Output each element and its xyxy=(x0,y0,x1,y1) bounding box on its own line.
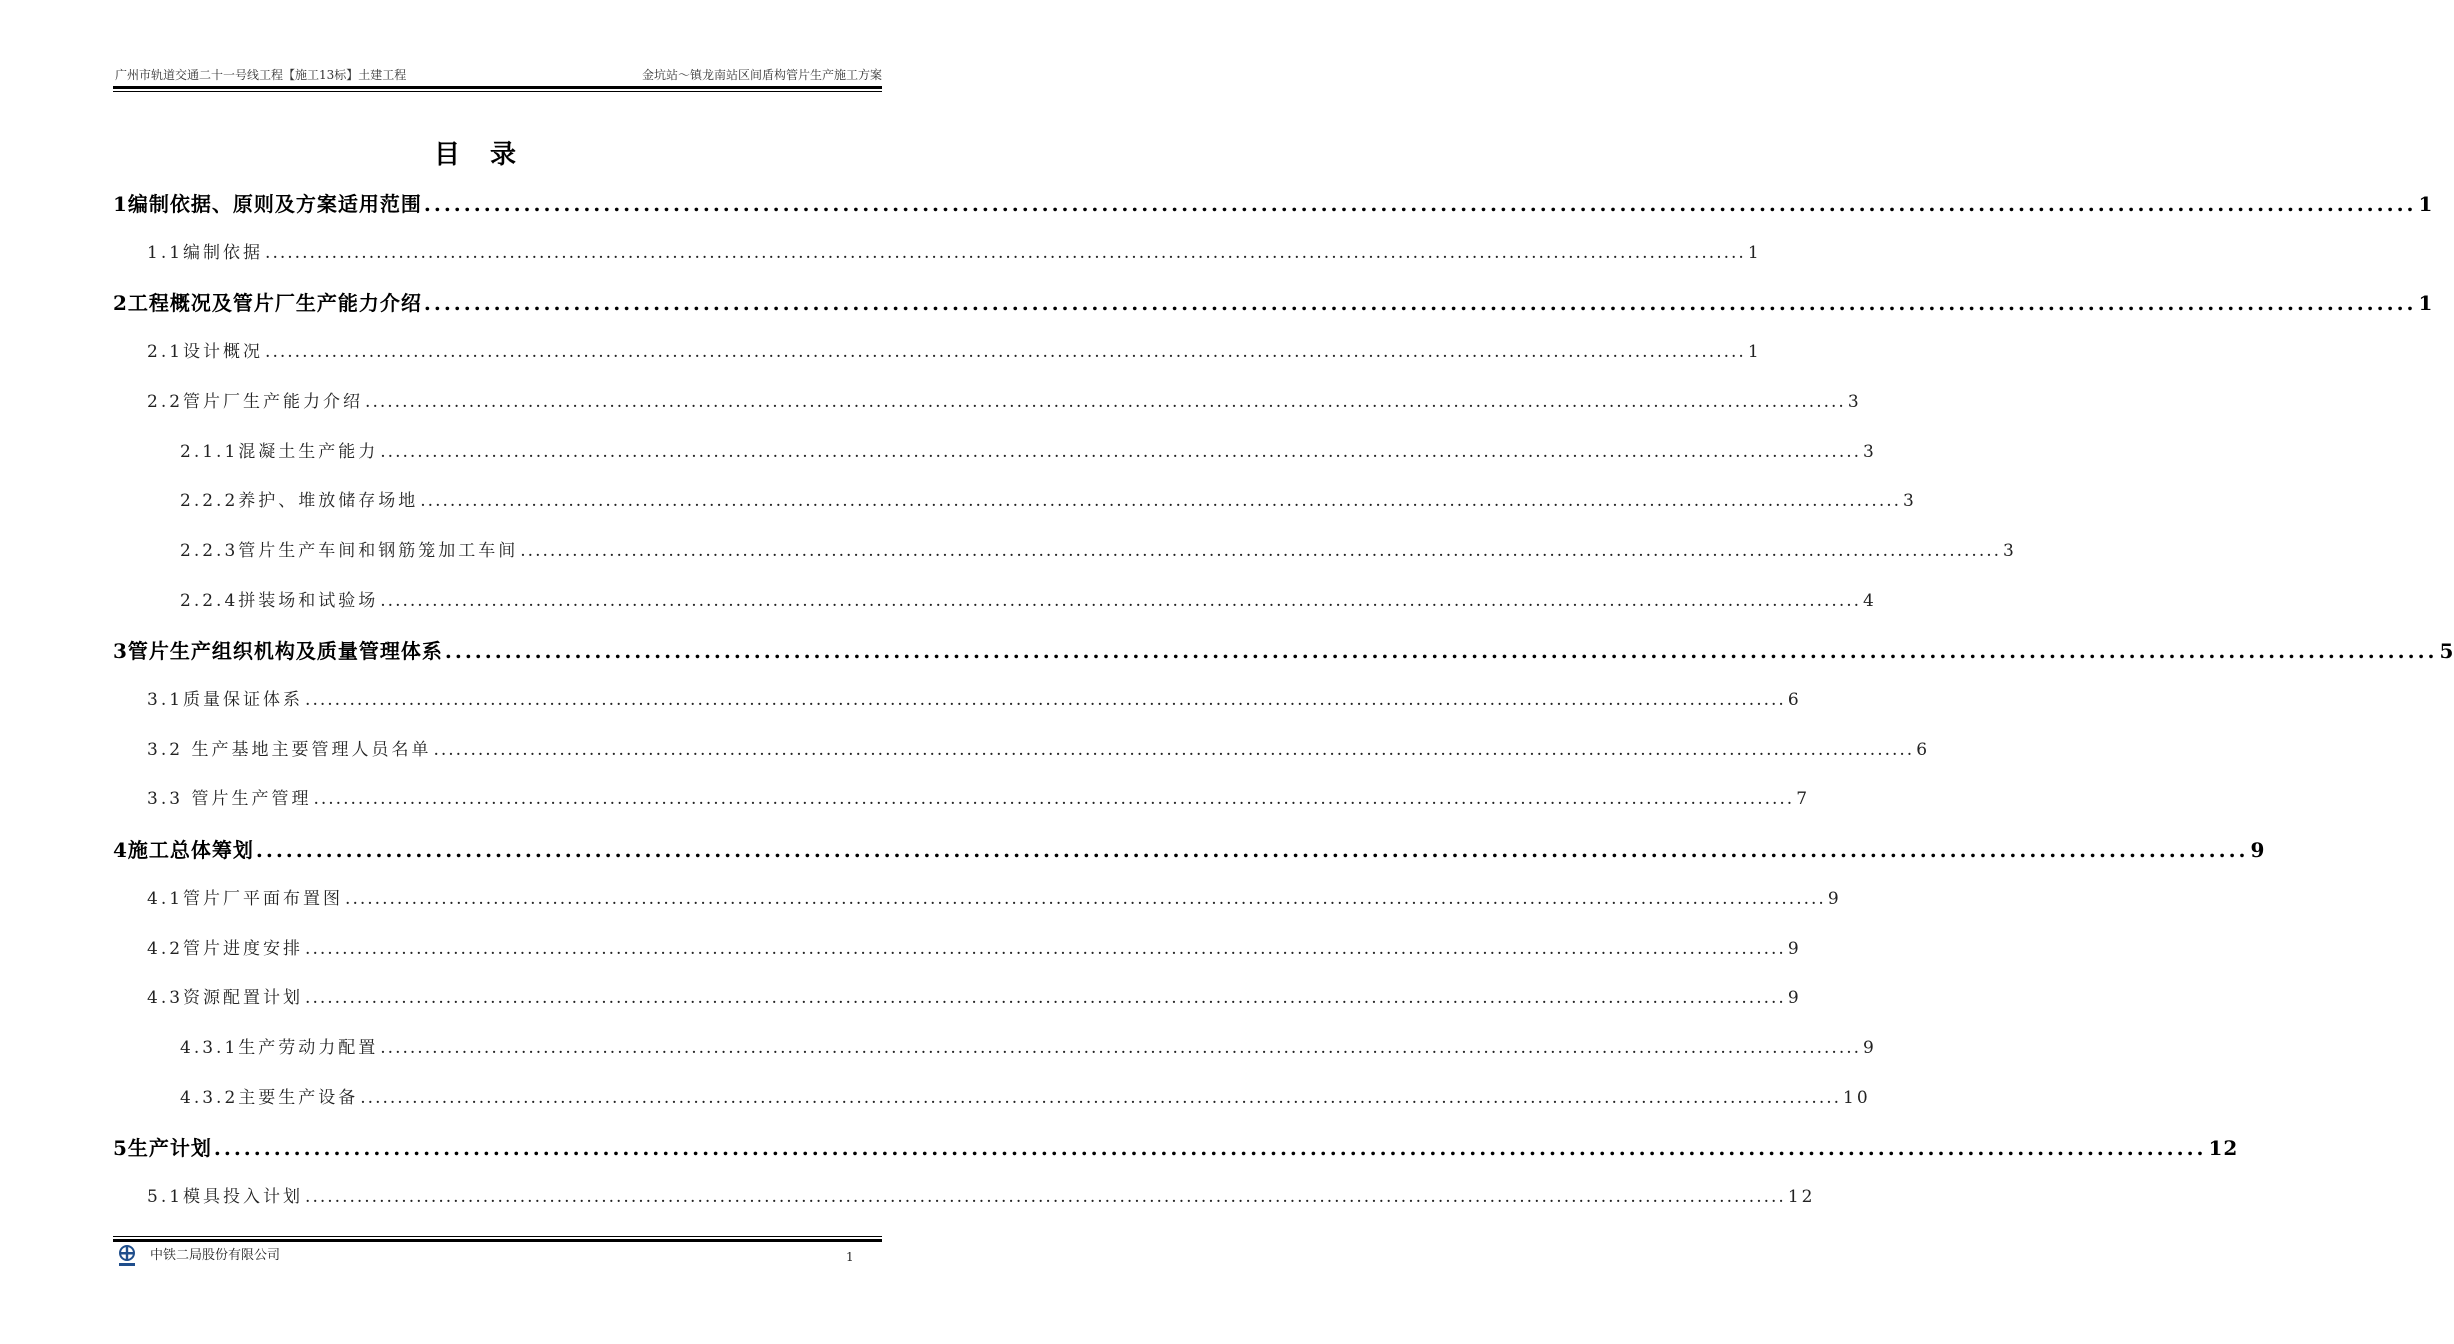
toc-entry[interactable] xyxy=(180,536,2017,561)
toc-entry-page: 1 xyxy=(1747,242,1762,263)
toc-leader-dots: ........................................................................................................................................................................................................ xyxy=(380,590,1862,611)
toc-entry[interactable] xyxy=(147,337,1762,363)
toc-entry-page: 1 xyxy=(2418,291,2434,316)
crcc-logo-icon xyxy=(116,1244,138,1270)
toc-entry-text: 2.2.3管片生产车间和钢筋笼加工车间 xyxy=(180,540,519,561)
toc-entry-text: 2.2管片厂生产能力介绍 xyxy=(147,391,364,412)
toc-entry-page: 9 xyxy=(1827,888,1842,909)
toc-leader-dots: ........................................................................................................................................................................................................ xyxy=(305,690,1786,710)
toc-leader-dots: ........................................................................................................................................................................................................ xyxy=(380,441,1862,462)
toc-entry[interactable] xyxy=(147,387,1862,412)
toc-leader-dots: ........................................................................................................................................................................................................ xyxy=(444,639,2438,664)
toc-leader-dots: ........................................................................................................................................................................................................ xyxy=(420,491,1902,512)
toc-leader-dots: ........................................................................................................................................................................................................ xyxy=(305,938,1786,959)
toc-entry-text: 2.2.2养护、堆放储存场地 xyxy=(180,491,419,512)
toc-entry[interactable] xyxy=(147,735,1931,760)
header-right-text: 金坑站～镇龙南站区间盾构管片生产施工方案 xyxy=(641,68,882,82)
toc-entry[interactable] xyxy=(180,1033,1877,1058)
toc-leader-dots: ........................................................................................................................................................................................................ xyxy=(433,739,1915,760)
toc-leader-dots: ........................................................................................................................................................................................................ xyxy=(213,1136,2207,1161)
toc-entry[interactable] xyxy=(113,834,2266,863)
toc-entry[interactable] xyxy=(113,188,2434,217)
toc-leader-dots: ........................................................................................................................................................................................................ xyxy=(305,988,1786,1009)
toc-leader-dots: ........................................................................................................................................................................................................ xyxy=(423,291,2417,316)
toc-entry-text: 4.3资源配置计划 xyxy=(147,988,304,1009)
toc-entry-page: 9 xyxy=(1863,1037,1877,1058)
toc-leader-dots: ........................................................................................................................................................................................................ xyxy=(265,242,1746,263)
toc-entry-page: 12 xyxy=(2208,1136,2239,1161)
toc-entry-text: 2.1设计概况 xyxy=(147,342,264,363)
toc-entry[interactable] xyxy=(113,287,2434,316)
toc-entry[interactable] xyxy=(147,884,1842,909)
toc-entry-text: 3.2 生产基地主要管理人员名单 xyxy=(147,739,432,760)
toc-leader-dots: ........................................................................................................................................................................................................ xyxy=(305,1187,1786,1207)
toc-entry[interactable] xyxy=(147,934,1802,959)
toc-entry[interactable] xyxy=(147,983,1802,1009)
header-divider-thin xyxy=(113,91,882,92)
toc-entry[interactable] xyxy=(113,1132,2239,1161)
toc-entry-text: 4.3.1生产劳动力配置 xyxy=(180,1037,379,1058)
toc-entry-page: 3 xyxy=(1903,491,1917,512)
toc-entry-text: 2.2.4拼装场和试验场 xyxy=(180,590,379,611)
page-header xyxy=(115,66,882,83)
toc-entry-page: 4 xyxy=(1863,590,1877,611)
toc-entry-page: 12 xyxy=(1787,1187,1816,1207)
toc-entry-text: 5生产计划 xyxy=(113,1136,212,1161)
toc-entry-page: 9 xyxy=(2250,838,2266,863)
toc-entry-text: 4.2管片进度安排 xyxy=(147,938,304,959)
toc-entry-text: 2工程概况及管片厂生产能力介绍 xyxy=(113,291,422,316)
header-left-text: 广州市轨道交通二十一号线工程【施工13标】土建工程 xyxy=(115,68,407,82)
toc-title: 目录 xyxy=(433,140,546,170)
toc-entry[interactable] xyxy=(147,685,1802,710)
toc-entry-page: 3 xyxy=(1847,391,1862,412)
toc-entry-text: 1.1编制依据 xyxy=(147,242,264,263)
footer-divider-thin xyxy=(113,1236,882,1237)
toc-leader-dots: ........................................................................................................................................................................................................ xyxy=(423,192,2417,216)
toc-entry-text: 3.3 管片生产管理 xyxy=(147,789,312,810)
footer-page-number: 1 xyxy=(846,1250,854,1264)
toc-entry[interactable] xyxy=(180,1083,1871,1108)
toc-entry[interactable] xyxy=(147,238,1762,263)
footer-company: 中铁二局股份有限公司 xyxy=(150,1248,281,1263)
toc-leader-dots: ........................................................................................................................................................................................................ xyxy=(345,888,1826,909)
toc-entry-page: 1 xyxy=(2418,192,2434,216)
toc-leader-dots: ........................................................................................................................................................................................................ xyxy=(360,1087,1842,1108)
toc-entry-text: 3管片生产组织机构及质量管理体系 xyxy=(113,639,443,664)
toc-leader-dots: ........................................................................................................................................................................................................ xyxy=(255,838,2249,863)
toc-entry[interactable] xyxy=(113,635,2454,664)
toc-entry-page: 6 xyxy=(1916,739,1931,760)
toc-entry-text: 4.1管片厂平面布置图 xyxy=(147,888,344,909)
toc-entry-text: 1编制依据、原则及方案适用范围 xyxy=(113,192,422,216)
toc-entry[interactable] xyxy=(180,437,1877,462)
toc-entry-text: 5.1模具投入计划 xyxy=(147,1187,304,1207)
toc-entry-page: 7 xyxy=(1796,789,1811,810)
toc-entry[interactable] xyxy=(147,784,1811,810)
toc-entry-page: 3 xyxy=(1863,441,1877,462)
toc-entry-page: 9 xyxy=(1787,938,1802,959)
toc-entry-text: 2.1.1混凝土生产能力 xyxy=(180,441,379,462)
header-divider xyxy=(113,86,882,89)
toc-entry-page: 5 xyxy=(2439,639,2454,664)
toc-entry-text: 4.3.2主要生产设备 xyxy=(180,1087,359,1108)
toc-leader-dots: ........................................................................................................................................................................................................ xyxy=(520,540,2002,561)
toc-leader-dots: ........................................................................................................................................................................................................ xyxy=(365,391,1846,412)
toc-entry-page: 3 xyxy=(2003,540,2017,561)
toc-entry[interactable] xyxy=(180,586,1877,611)
toc-leader-dots: ........................................................................................................................................................................................................ xyxy=(380,1037,1862,1058)
toc-entry-text: 4施工总体筹划 xyxy=(113,838,254,863)
toc-leader-dots: ........................................................................................................................................................................................................ xyxy=(313,789,1795,810)
footer-divider xyxy=(113,1239,882,1242)
toc-entry-page: 1 xyxy=(1747,342,1762,363)
toc-entry[interactable] xyxy=(147,1182,1816,1207)
toc-entry-text: 3.1质量保证体系 xyxy=(147,690,304,710)
toc-entry-page: 6 xyxy=(1787,690,1802,710)
toc-leader-dots: ........................................................................................................................................................................................................ xyxy=(265,342,1746,363)
toc-entry-page: 10 xyxy=(1843,1087,1871,1108)
toc-entry[interactable] xyxy=(180,486,1917,512)
toc-entry-page: 9 xyxy=(1787,988,1802,1009)
